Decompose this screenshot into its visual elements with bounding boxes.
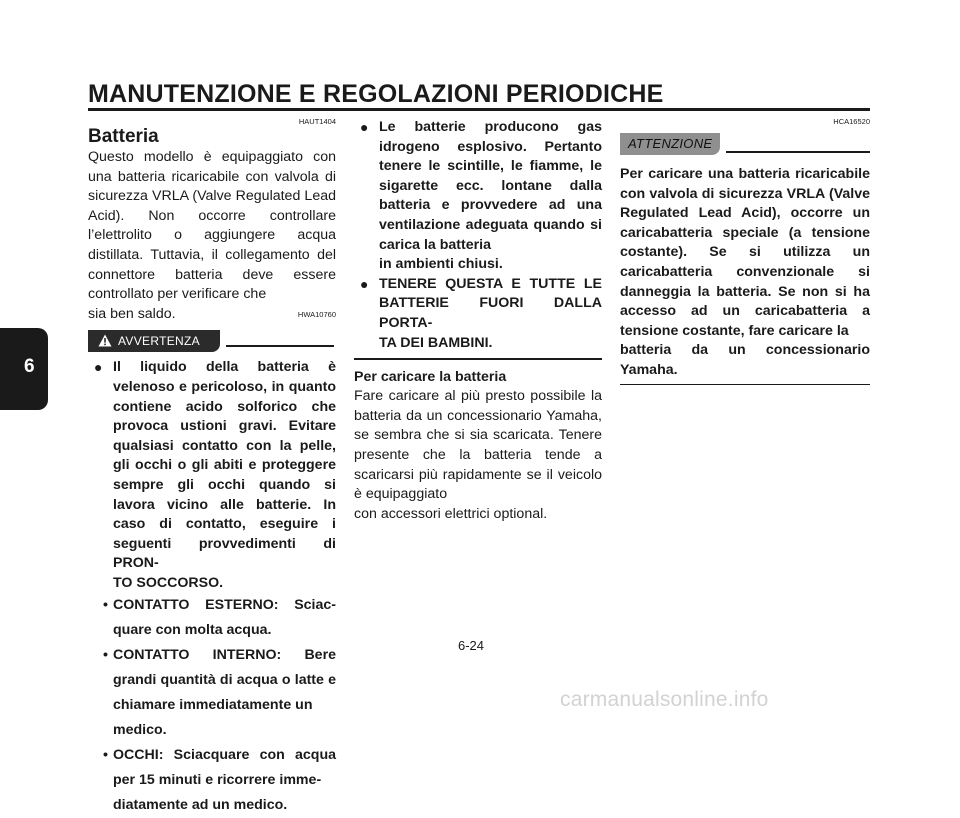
chapter-tab (0, 328, 48, 410)
page-title: MANUTENZIONE E REGOLAZIONI PERIODICHE (88, 80, 664, 108)
sub-item-last: medico. (113, 722, 167, 739)
attention-last: batteria da un concessionario Yamaha. (620, 342, 870, 378)
warning-bullet-last: TA DEI BAMBINI. (379, 334, 493, 351)
chapter-number: 6 (24, 356, 35, 377)
sub-bullet-icon: • (103, 597, 108, 614)
watermark: carmanualsonline.info (560, 688, 769, 711)
attention-paragraph (620, 165, 870, 381)
intro-last-line (88, 305, 336, 325)
attention-end-rule (620, 384, 870, 386)
warning-bullet (88, 358, 336, 593)
attention-code: HCA16520 (833, 117, 870, 126)
section-title: Batteria (88, 126, 159, 147)
sub-item-last: quare con molta acqua. (113, 622, 272, 639)
title-rule (88, 108, 870, 111)
warning-bullet-text: Le batterie producono gas idrogeno esplosivo. Pertanto tenere le scintille, le fiamme, le sigarette ecc. lontane dalla batteria e provvedere ad una ventilazione adeguata quando si carica la batteria (379, 119, 602, 253)
warning-badge (88, 330, 220, 352)
attention-text: Per caricare una batteria ricaricabile con valvola di sicurezza VRLA (Valve Regulated Lead Acid), occorre un caricabatteria speciale (a tensione costante). Se si utilizza un caricabatteria convenzionale si danneggia la batteria. Se non si ha accesso ad un caricabatteria a tensione costante, fare caricare la (620, 166, 870, 339)
column-1 (88, 116, 336, 818)
subheading: Per caricare la batteria (354, 368, 507, 385)
warning-bullet-text: TENERE QUESTA E TUTTE LE BATTERIE FUORI DALLA PORTA- (379, 275, 602, 331)
column-3 (620, 116, 870, 385)
sub-bullet-icon: • (103, 747, 108, 764)
warning-bullet-last: in ambienti chiusi. (379, 256, 503, 273)
warning-rule (226, 345, 334, 347)
warning-end-rule (354, 358, 602, 360)
sub-item (88, 643, 336, 743)
sub-bullet-icon: • (103, 647, 108, 664)
sub-item-text: CONTATTO INTERNO: Bere grandi quantità di acqua o latte e chiamare immediatamente un (113, 647, 336, 714)
page-number: 6-24 (458, 638, 485, 653)
sub-item-text: CONTATTO ESTERNO: Sciac- (113, 597, 336, 614)
warning-bullet (354, 118, 602, 275)
warning-code: HWA10760 (297, 309, 336, 319)
sub-item (88, 593, 336, 643)
sub-item-last: diatamente ad un medico. (113, 797, 288, 814)
intro-paragraph (88, 148, 336, 324)
section-code: HAUT1404 (298, 117, 336, 126)
attention-badge: ATTENZIONE (620, 133, 720, 155)
sub-item-text: OCCHI: Sciacquare con acqua per 15 minuti e ricorrere imme- (113, 747, 336, 789)
warning-bullet (354, 275, 602, 353)
warning-header (88, 330, 336, 352)
bullet-icon: ● (360, 119, 369, 135)
warning-bullet-last: TO SOCCORSO. (113, 574, 224, 591)
attention-header (620, 130, 870, 154)
bullet-icon: ● (360, 275, 369, 292)
warning-bullet-text: Il liquido della batteria è velenoso e pericoloso, in quanto contiene acido solforico che provoca ustioni gravi. Evitare qualsiasi contatto con la pelle, gli occhi o gli abiti e proteggere sempre gli occhi quando si lavora vicino alle batterie. In caso di contatto, eseguire i seguenti provvedimenti di PRON- (113, 359, 336, 572)
attention-rule (726, 151, 870, 153)
intro-text: Questo modello è equipaggiato con una batteria ricaricabile con valvola di sicurezza VRLA (Valve Regulated Lead Acid). Non occorre controllare l’elettrolito o aggiungere acqua distillata. Tuttavia, il collegamento del connettore batteria deve essere controllato per verificare che (88, 149, 336, 303)
charging-text: Fare caricare al più presto possibile la batteria da un concessionario Yamaha, se sembra che si sia scaricata. Tenere presente che la batteria tende a scaricarsi più rapidamente se il veicolo è equipaggiato (354, 388, 602, 503)
bullet-icon: ● (94, 359, 103, 376)
column-2 (354, 116, 602, 524)
intro-last-text: sia ben saldo. (88, 305, 176, 322)
warning-triangle-icon (98, 334, 112, 347)
charging-last: con accessori elettrici optional. (354, 505, 548, 522)
warning-label: AVVERTENZA (118, 334, 200, 349)
charging-paragraph (354, 387, 602, 524)
sub-item (88, 743, 336, 818)
